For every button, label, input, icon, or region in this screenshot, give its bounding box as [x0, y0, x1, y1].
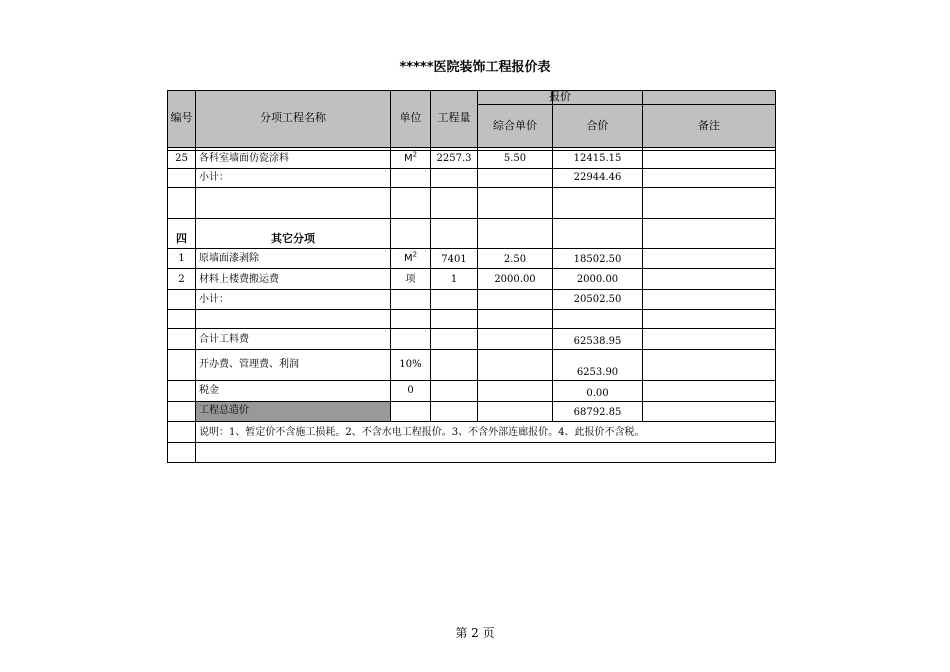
- tax-value: 0.00: [586, 388, 609, 399]
- labor-total-value: 62538.95: [573, 336, 622, 347]
- tax-label: 税金: [199, 385, 219, 396]
- row-line: [168, 380, 775, 381]
- row2-name: 材料上楼费搬运费: [199, 274, 279, 285]
- row-line: [168, 168, 775, 169]
- row-line: [168, 268, 775, 269]
- quote-table: [167, 90, 776, 463]
- row1-qty: 7401: [441, 254, 467, 265]
- row-line: [477, 104, 643, 105]
- sheet-title: *****医院装饰工程报价表: [399, 60, 551, 75]
- row1-price: 2.50: [503, 254, 527, 265]
- row2-unit: 项: [405, 274, 416, 285]
- row-line: [168, 401, 775, 402]
- row1-total: 18502.50: [573, 254, 622, 265]
- row1-no: 1: [178, 253, 185, 264]
- row2-price: 2000.00: [494, 274, 536, 285]
- col-line: [642, 91, 643, 421]
- grand-total-value: 68792.85: [573, 407, 622, 418]
- subtotal2-total: 20502.50: [573, 294, 622, 305]
- header-quantity: 工程量: [437, 111, 471, 124]
- row-line: [168, 218, 775, 219]
- row-line: [168, 442, 775, 443]
- section4-no: 四: [176, 232, 187, 245]
- overhead-rate: 10%: [399, 359, 422, 370]
- row25-total: 12415.15: [573, 153, 622, 164]
- row2-total: 2000.00: [576, 274, 619, 285]
- subtotal1-total: 22944.46: [573, 172, 622, 183]
- header-no: 编号: [170, 111, 193, 124]
- header-remark: 备注: [698, 119, 720, 132]
- page-number: 第 2 页: [455, 626, 495, 640]
- row-line: [168, 147, 775, 148]
- header-item-name: 分项工程名称: [260, 111, 326, 124]
- row-line: [168, 289, 775, 290]
- overhead-label: 开办费、管理费、利润: [199, 359, 299, 370]
- row-line: [168, 328, 775, 329]
- unit-sup: 2: [412, 150, 418, 159]
- note-text: 说明：1、暂定价不含施工损耗。2、不含水电工程报价。3、不含外部连廊报价。4、此报价不含税。: [199, 427, 645, 438]
- subtotal2-label: 小计：: [199, 294, 229, 305]
- header-unit: 单位: [399, 111, 422, 124]
- row25-name: 各科室墙面仿瓷涂料: [199, 153, 289, 164]
- header-total: 合价: [586, 119, 609, 132]
- unit-base: M: [403, 253, 413, 264]
- row-line: [168, 248, 775, 249]
- row-line: [168, 309, 775, 310]
- row-line: [168, 187, 775, 188]
- row-line: [168, 421, 775, 422]
- row-line: [168, 150, 775, 151]
- row25-price: 5.50: [503, 153, 527, 164]
- subtotal1-label: 小计：: [199, 172, 229, 183]
- row2-no: 2: [178, 274, 185, 285]
- unit-sup: 2: [412, 250, 418, 259]
- tax-rate: 0: [407, 385, 414, 396]
- row-line: [168, 349, 775, 350]
- row1-name: 原墙面漆剥除: [199, 253, 259, 264]
- row25-qty: 2257.3: [436, 153, 472, 164]
- labor-total-label: 合计工料费: [199, 334, 249, 345]
- header-quote: 报价: [549, 90, 571, 103]
- row25-no: 25: [175, 153, 188, 164]
- row25-unit: [391, 150, 430, 165]
- row1-unit: [391, 250, 430, 265]
- header-unit-price: 综合单价: [493, 119, 537, 132]
- row-line: [642, 104, 775, 105]
- section4-name: 其它分项: [271, 232, 315, 245]
- grand-total-label: 工程总造价: [199, 405, 249, 416]
- row2-qty: 1: [450, 274, 458, 285]
- overhead-value: 6253.90: [576, 367, 619, 378]
- unit-base: M: [403, 153, 413, 164]
